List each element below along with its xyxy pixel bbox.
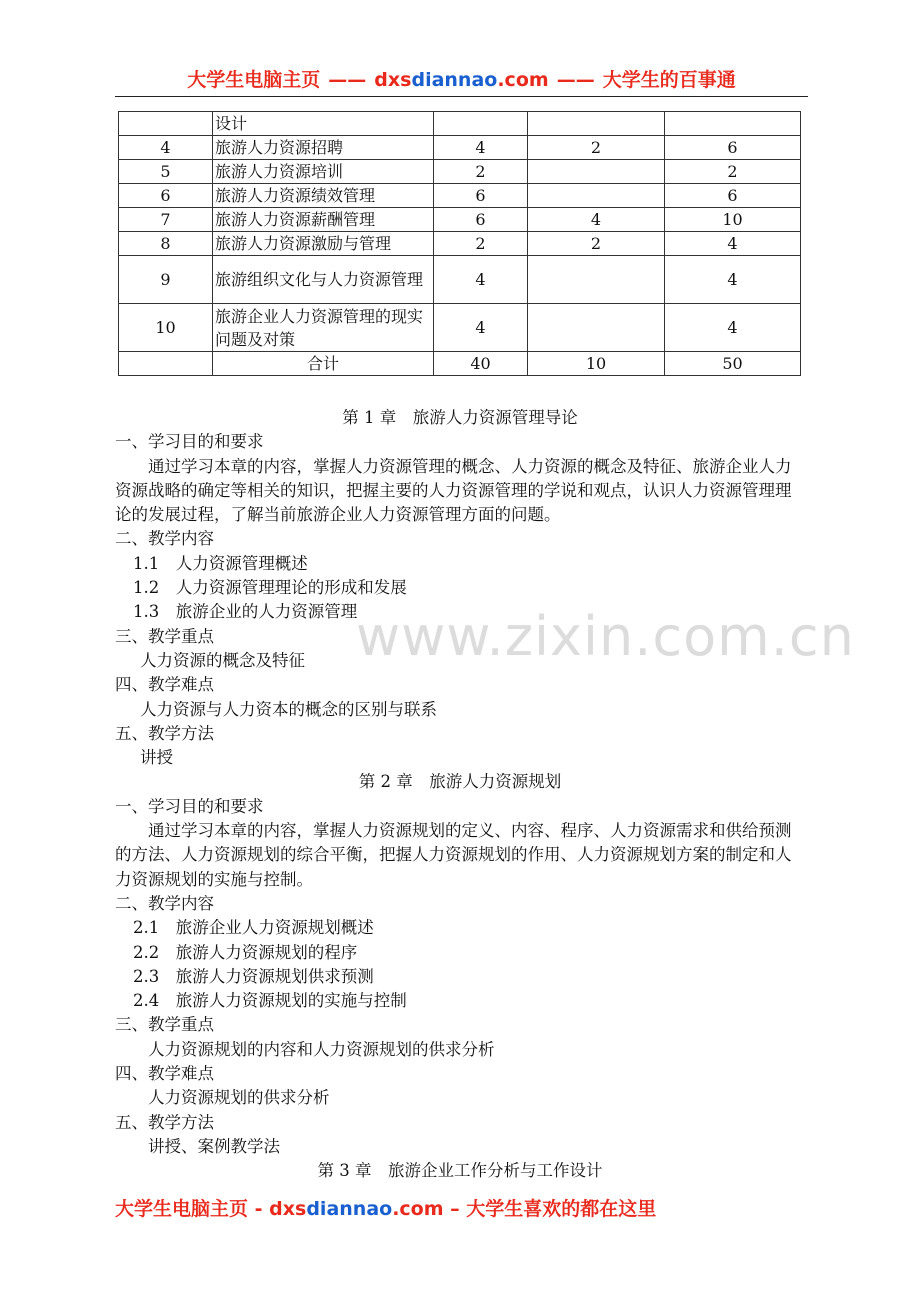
cell-a: 6 xyxy=(434,208,528,232)
header-site-b: diannao xyxy=(411,69,498,91)
document-body xyxy=(115,406,805,1184)
cell-c xyxy=(665,112,801,136)
footer-dash-2: – xyxy=(450,1198,460,1220)
page-header xyxy=(115,66,808,97)
list-item: 1.2 人力资源管理理论的形成和发展 xyxy=(133,578,407,598)
chapter-title: 第 2 章 旅游人力资源规划 xyxy=(358,772,562,792)
cell-c: 50 xyxy=(665,352,801,376)
cell-c: 4 xyxy=(665,256,801,304)
teaching-method: 讲授 xyxy=(140,748,173,768)
key-point: 人力资源的概念及特征 xyxy=(140,650,305,670)
section-heading: 二、教学内容 xyxy=(115,893,214,913)
cell-b: 10 xyxy=(528,352,665,376)
cell-no: 6 xyxy=(119,184,213,208)
cell-c: 10 xyxy=(665,208,801,232)
table-row xyxy=(119,208,801,232)
cell-name: 旅游人力资源薪酬管理 xyxy=(213,208,434,232)
header-dash-2: —— xyxy=(556,69,595,91)
header-site-a: dxs xyxy=(374,69,412,91)
cell-name: 旅游人力资源激励与管理 xyxy=(213,232,434,256)
section-heading: 三、教学重点 xyxy=(115,1015,214,1035)
cell-c: 6 xyxy=(665,136,801,160)
cell-a: 4 xyxy=(434,304,528,352)
table-row xyxy=(119,256,801,304)
cell-no: 8 xyxy=(119,232,213,256)
cell-no: 7 xyxy=(119,208,213,232)
cell-name: 合计 xyxy=(213,352,434,376)
cell-a: 2 xyxy=(434,160,528,184)
cell-b xyxy=(528,256,665,304)
cell-a: 4 xyxy=(434,256,528,304)
cell-b: 2 xyxy=(528,136,665,160)
footer-site-b: diannao xyxy=(306,1198,393,1220)
list-item: 2.1 旅游企业人力资源规划概述 xyxy=(133,918,374,938)
cell-b: 4 xyxy=(528,208,665,232)
footer-site-c: .com xyxy=(392,1198,444,1220)
cell-no xyxy=(119,352,213,376)
footer-dash: - xyxy=(254,1198,263,1220)
footer-left-text: 大学生电脑主页 xyxy=(115,1198,249,1220)
difficulty-point: 人力资源规划的供求分析 xyxy=(148,1088,330,1108)
section-heading: 一、学习目的和要求 xyxy=(115,796,264,816)
section-heading: 四、教学难点 xyxy=(115,1064,214,1084)
header-right-text: 大学生的百事通 xyxy=(602,69,736,91)
header-left-text: 大学生电脑主页 xyxy=(187,69,321,91)
cell-a xyxy=(434,112,528,136)
cell-c: 4 xyxy=(665,232,801,256)
cell-b xyxy=(528,112,665,136)
table-row xyxy=(119,184,801,208)
table-row xyxy=(119,304,801,352)
section-heading: 二、教学内容 xyxy=(115,529,214,549)
table-row xyxy=(119,112,801,136)
footer-site-a: dxs xyxy=(269,1198,307,1220)
cell-b xyxy=(528,160,665,184)
table-row xyxy=(119,352,801,376)
header-site-c: .com xyxy=(497,69,549,91)
table-row xyxy=(119,232,801,256)
cell-name: 旅游人力资源绩效管理 xyxy=(213,184,434,208)
list-item: 1.3 旅游企业的人力资源管理 xyxy=(133,602,358,622)
paragraph: 通过学习本章的内容，掌握人力资源管理的概念、人力资源的概念及特征、旅游企业人力资源战略的确定等相关的知识，把握主要的人力资源管理的学说和观点，认识人力资源管理理论的发展过程，了解当前旅游企业人力资源管理方面的问题。 xyxy=(115,456,792,525)
cell-no: 5 xyxy=(119,160,213,184)
section-heading: 四、教学难点 xyxy=(115,675,214,695)
cell-name: 旅游企业人力资源管理的现实问题及对策 xyxy=(213,304,434,352)
difficulty-point: 人力资源与人力资本的概念的区别与联系 xyxy=(140,699,437,719)
list-item: 2.2 旅游人力资源规划的程序 xyxy=(133,942,358,962)
chapter-title: 第 1 章 旅游人力资源管理导论 xyxy=(342,408,578,427)
cell-name: 旅游组织文化与人力资源管理 xyxy=(213,256,434,304)
cell-name: 设计 xyxy=(213,112,434,136)
section-heading: 五、教学方法 xyxy=(115,1112,214,1132)
cell-a: 6 xyxy=(434,184,528,208)
list-item: 1.1 人力资源管理概述 xyxy=(133,553,308,573)
cell-b xyxy=(528,184,665,208)
table-row xyxy=(119,160,801,184)
teaching-method: 讲授、案例教学法 xyxy=(148,1136,280,1156)
list-item: 2.3 旅游人力资源规划供求预测 xyxy=(133,966,374,986)
footer-right-text: 大学生喜欢的都在这里 xyxy=(466,1198,657,1220)
cell-c: 4 xyxy=(665,304,801,352)
section-heading: 三、教学重点 xyxy=(115,626,214,646)
cell-a: 40 xyxy=(434,352,528,376)
cell-a: 4 xyxy=(434,136,528,160)
section-heading: 一、学习目的和要求 xyxy=(115,432,264,452)
cell-no: 9 xyxy=(119,256,213,304)
cell-a: 2 xyxy=(434,232,528,256)
watermark: www.zixin.com.cn xyxy=(356,605,855,668)
header-dash: —— xyxy=(328,69,367,91)
section-heading: 五、教学方法 xyxy=(115,723,214,743)
list-item: 2.4 旅游人力资源规划的实施与控制 xyxy=(133,991,407,1011)
cell-name: 旅游人力资源招聘 xyxy=(213,136,434,160)
cell-c: 2 xyxy=(665,160,801,184)
cell-name: 旅游人力资源培训 xyxy=(213,160,434,184)
table-row xyxy=(119,136,801,160)
cell-no: 4 xyxy=(119,136,213,160)
hours-table xyxy=(118,111,801,376)
chapter-title: 第 3 章 旅游企业工作分析与工作设计 xyxy=(317,1161,603,1181)
cell-b: 2 xyxy=(528,232,665,256)
cell-b xyxy=(528,304,665,352)
paragraph: 通过学习本章的内容，掌握人力资源规划的定义、内容、程序、人力资源需求和供给预测的方法、人力资源规划的综合平衡，把握人力资源规划的作用、人力资源规划方案的制定和人力资源规划的实施与控制。 xyxy=(115,821,792,889)
key-point: 人力资源规划的内容和人力资源规划的供求分析 xyxy=(148,1039,495,1059)
cell-c: 6 xyxy=(665,184,801,208)
cell-no xyxy=(119,112,213,136)
cell-no: 10 xyxy=(119,304,213,352)
page-footer xyxy=(115,1194,656,1221)
